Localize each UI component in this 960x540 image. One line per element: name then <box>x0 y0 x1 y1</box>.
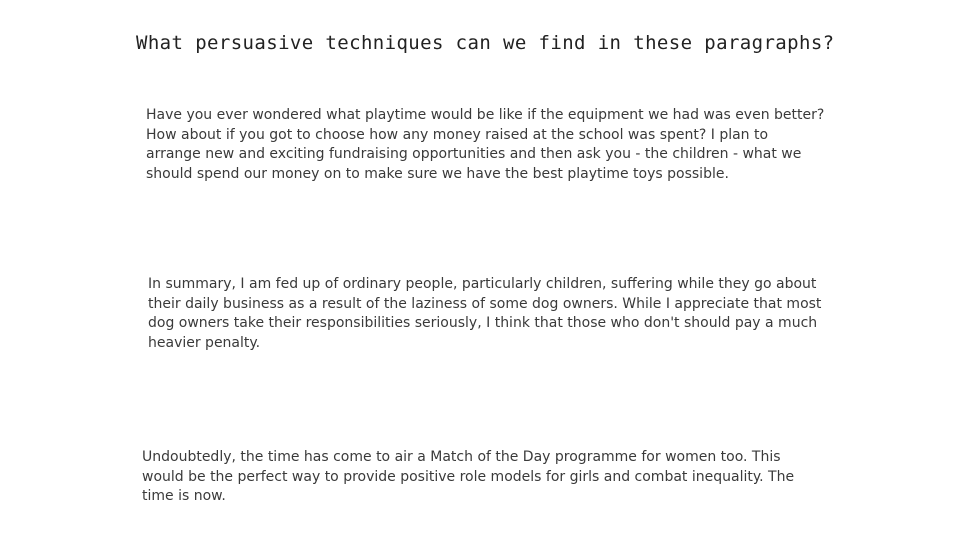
paragraph-playtime: Have you ever wondered what playtime would be like if the equipment we had was even better? How about if you got to choose how any money raised at the school was spent? I plan to arrange new and exciting fundraising opportunities and then ask you - the children - what we should spend our money on to make sure we have the best playtime toys possible. <box>146 107 825 182</box>
paragraph-dog-owners: In summary, I am fed up of ordinary people, particularly children, suffering while they go about their daily business as a result of the laziness of some dog owners. While I appreciate that most dog owners take their responsibilities seriously, I think that those who don't should pay a much heavier penalty. <box>148 276 822 351</box>
slide-title: What persuasive techniques can we find in these paragraphs? <box>136 32 835 54</box>
paragraph-match-of-the-day: Undoubtedly, the time has come to air a Match of the Day programme for women too. This would be the perfect way to provide positive role models for girls and combat inequality. The time is now. <box>142 449 795 504</box>
